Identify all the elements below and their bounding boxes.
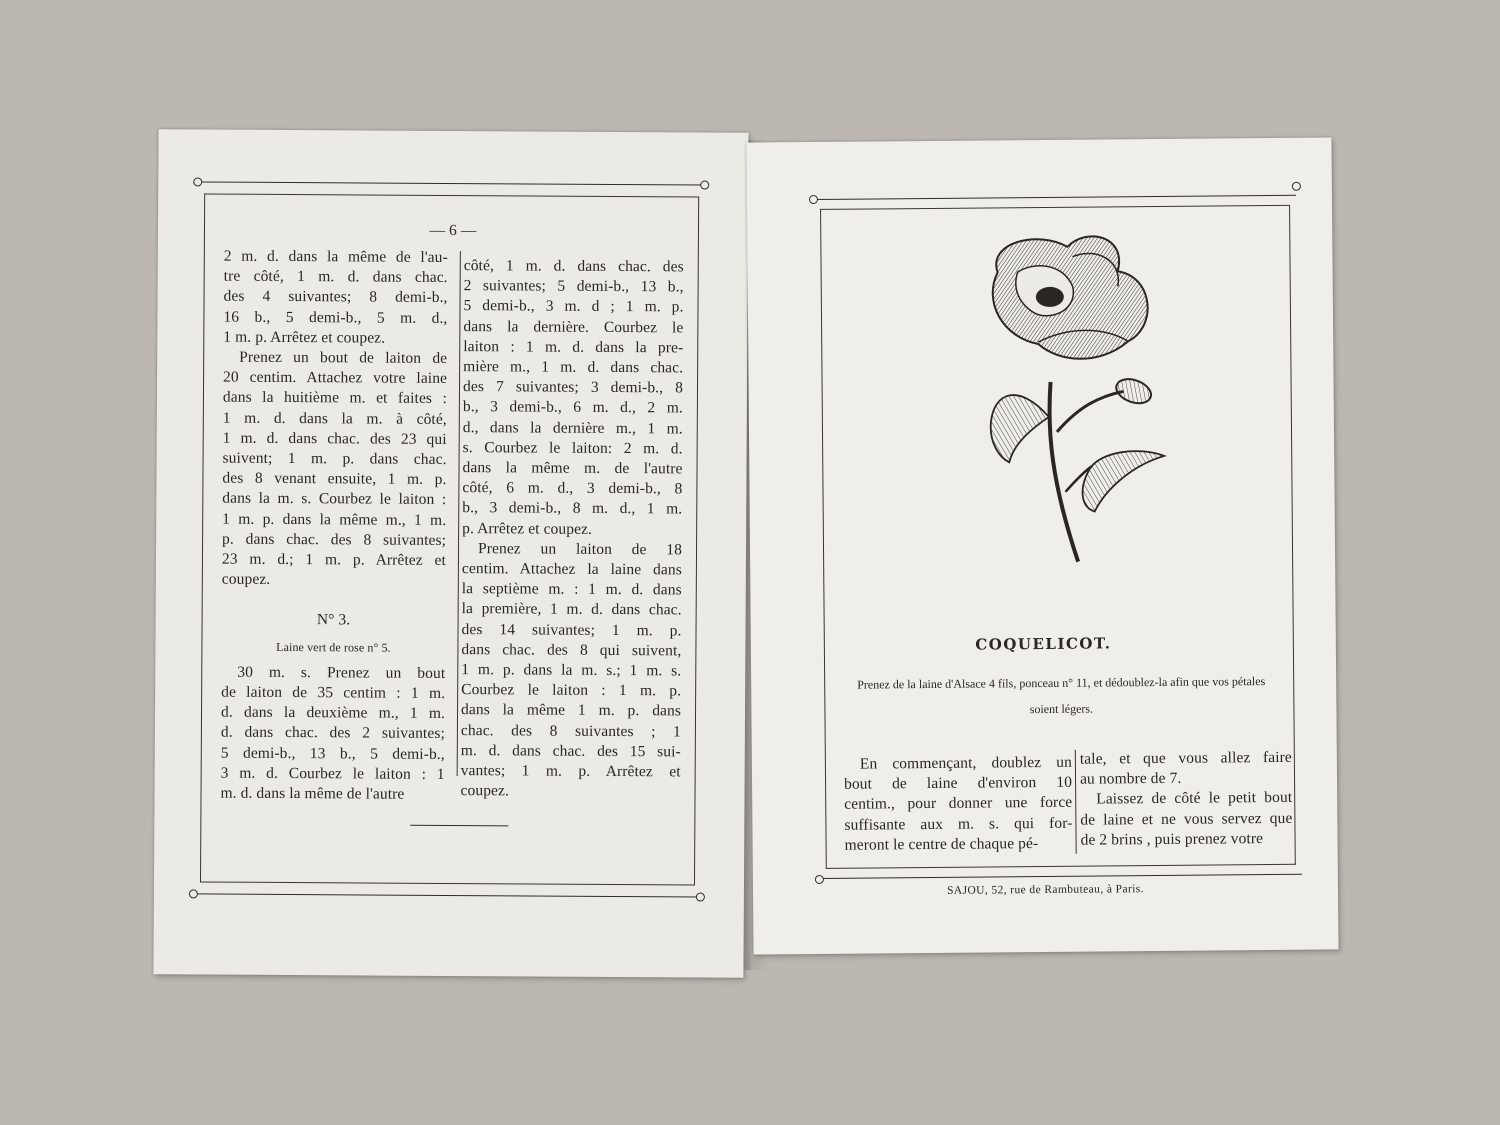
text-line: 23 m. d.; 1 m. p. Arrêtez et bbox=[221, 550, 447, 570]
text-line: 1 m. d. dans la m. à côté, bbox=[222, 409, 447, 428]
right-page bbox=[746, 137, 1338, 954]
text-line: laiton : 1 m. d. dans la pre- bbox=[463, 337, 684, 357]
text-line: 3 m. d. Courbez le laiton : 1 bbox=[220, 764, 445, 783]
recipe-intro bbox=[821, 668, 1301, 724]
left-column-2 bbox=[460, 256, 683, 803]
text-line: 2 suivantes; 5 demi-b., 13 b., bbox=[463, 277, 684, 296]
text-line: tre côté, 1 m. d. dans chac. bbox=[223, 267, 448, 287]
text-line: de laiton de 35 centim : 1 m. bbox=[221, 683, 446, 703]
text-line: coupez. bbox=[221, 570, 271, 589]
text-line: dans la huitième m. et faites : bbox=[222, 389, 447, 408]
text-line: 1 m. p. dans la même m., 1 m. bbox=[222, 510, 447, 529]
text-line: de 2 brins , puis prenez votre bbox=[1080, 829, 1264, 849]
text-line: centim. Attachez la laine dans bbox=[461, 560, 682, 579]
text-line: la septième m. : 1 m. d. dans bbox=[461, 580, 682, 599]
text-line: 5 demi-b., 13 b., 5 demi-b., bbox=[220, 744, 445, 763]
text-line: 2 m. d. dans la même de l'au- bbox=[223, 247, 448, 266]
ornament-corner-icon bbox=[1292, 182, 1301, 191]
text-line: chac. des 8 suivantes ; 1 bbox=[460, 721, 681, 741]
ornament-corner-icon bbox=[809, 195, 818, 204]
recipe-title: COQUELICOT. bbox=[975, 634, 1112, 654]
text-line: 1 m. p. dans la m. s.; 1 m. s. bbox=[461, 661, 682, 680]
text-line: d. dans chac. des 2 suivantes; bbox=[220, 724, 445, 743]
text-line: dans la même 1 m. p. dans bbox=[460, 701, 682, 720]
text-line: dans la dernière. Courbez le bbox=[463, 317, 684, 337]
text-line: Courbez le laiton : 1 m. p. bbox=[461, 681, 682, 700]
text-line: la première, 1 m. d. dans chac. bbox=[461, 600, 682, 619]
page-number: — 6 — bbox=[429, 221, 477, 240]
text-line: En commençant, doublez un bbox=[859, 753, 1072, 773]
ornament-corner-icon bbox=[189, 889, 198, 898]
ornament-corner-icon bbox=[700, 181, 709, 190]
right-column-1 bbox=[844, 753, 1073, 856]
text-line: d., dans la dernière m., 1 m. bbox=[462, 418, 683, 438]
left-column-1 bbox=[220, 247, 447, 806]
text-line: côté, 1 m. d. dans chac. des bbox=[463, 257, 684, 276]
text-line: dans chac. des 8 qui suivent, bbox=[461, 640, 682, 660]
page-footer: SAJOU, 52, rue de Rambuteau, à Paris. bbox=[947, 883, 1144, 897]
text-line: p. dans chac. des 8 suivantes; bbox=[222, 530, 447, 549]
text-line: centim., pour donner une force bbox=[844, 794, 1073, 814]
text-line: Prenez un bout de laiton de bbox=[239, 348, 448, 367]
text-line: des 14 suivantes; 1 m. p. bbox=[461, 620, 682, 640]
text-line: s. Courbez le laiton: 2 m. d. bbox=[462, 438, 683, 458]
left-page bbox=[153, 129, 748, 978]
text-line: 5 demi-b., 3 m. d ; 1 m. p. bbox=[463, 297, 684, 316]
text-line: des 7 suivantes; 3 demi-b., 8 bbox=[462, 378, 684, 397]
text-line: des 4 suivantes; 8 demi-b., bbox=[223, 288, 448, 307]
text-line: suffisante aux m. s. qui for- bbox=[844, 814, 1073, 834]
text-line: de laine et ne vous servez que bbox=[1080, 809, 1293, 829]
text-line: b., 3 demi-b., 6 m. d., 2 m. bbox=[462, 398, 683, 417]
intro-line-2: soient légers. bbox=[1029, 701, 1094, 717]
text-line: 30 m. s. Prenez un bout bbox=[237, 663, 446, 682]
ornament-corner-icon bbox=[696, 893, 705, 902]
ornament-corner-icon bbox=[815, 875, 824, 884]
text-line: m. d. dans chac. des 15 sui- bbox=[460, 741, 681, 761]
text-line: dans la même m. de l'autre bbox=[462, 459, 683, 478]
text-line: vantes; 1 m. p. Arrêtez et bbox=[460, 762, 681, 781]
text-line: côté, 6 m. d., 3 demi-b., 8 bbox=[462, 479, 683, 498]
section-subheading: Laine vert de rose n° 5. bbox=[276, 639, 391, 655]
text-line: tale, et que vous allez faire bbox=[1079, 748, 1292, 768]
text-line: Laissez de côté le petit bout bbox=[1096, 789, 1293, 808]
text-line: meront le centre de chaque pé- bbox=[844, 834, 1039, 854]
text-line: dans la m. s. Courbez le laiton : bbox=[222, 490, 447, 509]
text-line: b., 3 demi-b., 8 m. d., 1 m. bbox=[462, 499, 683, 518]
poppy-flower-engraving bbox=[977, 231, 1180, 593]
text-line: m. d. dans la même de l'autre bbox=[220, 784, 405, 803]
text-line: mière m., 1 m. d. dans chac. bbox=[463, 358, 684, 377]
text-line: coupez. bbox=[460, 782, 510, 800]
text-line: 16 b., 5 demi-b., 5 m. d., bbox=[223, 308, 448, 327]
text-line: suivent; 1 m. p. dans chac. bbox=[222, 449, 447, 469]
text-line: p. Arrêtez et coupez. bbox=[462, 519, 593, 538]
text-line: bout de laine d'environ 10 bbox=[843, 773, 1073, 793]
ornament-corner-icon bbox=[193, 177, 202, 186]
section-heading: N° 3. bbox=[316, 611, 351, 629]
text-line: d. dans la deuxième m., 1 m. bbox=[220, 703, 446, 723]
text-line: Prenez un laiton de 18 bbox=[477, 540, 683, 559]
text-line: 1 m. p. Arrêtez et coupez. bbox=[223, 328, 386, 347]
text-line: des 8 venant ensuite, 1 m. p. bbox=[222, 469, 447, 489]
text-line: 1 m. d. dans chac. des 23 qui bbox=[222, 429, 447, 448]
text-line: 20 centim. Attachez votre laine bbox=[223, 368, 448, 388]
intro-line-1: Prenez de la laine d'Alsace 4 fils, ponceau n° 11, et dédoublez-la afin que vos pétales bbox=[857, 674, 1266, 692]
right-column-2 bbox=[1080, 748, 1293, 851]
text-line: au nombre de 7. bbox=[1079, 770, 1182, 788]
